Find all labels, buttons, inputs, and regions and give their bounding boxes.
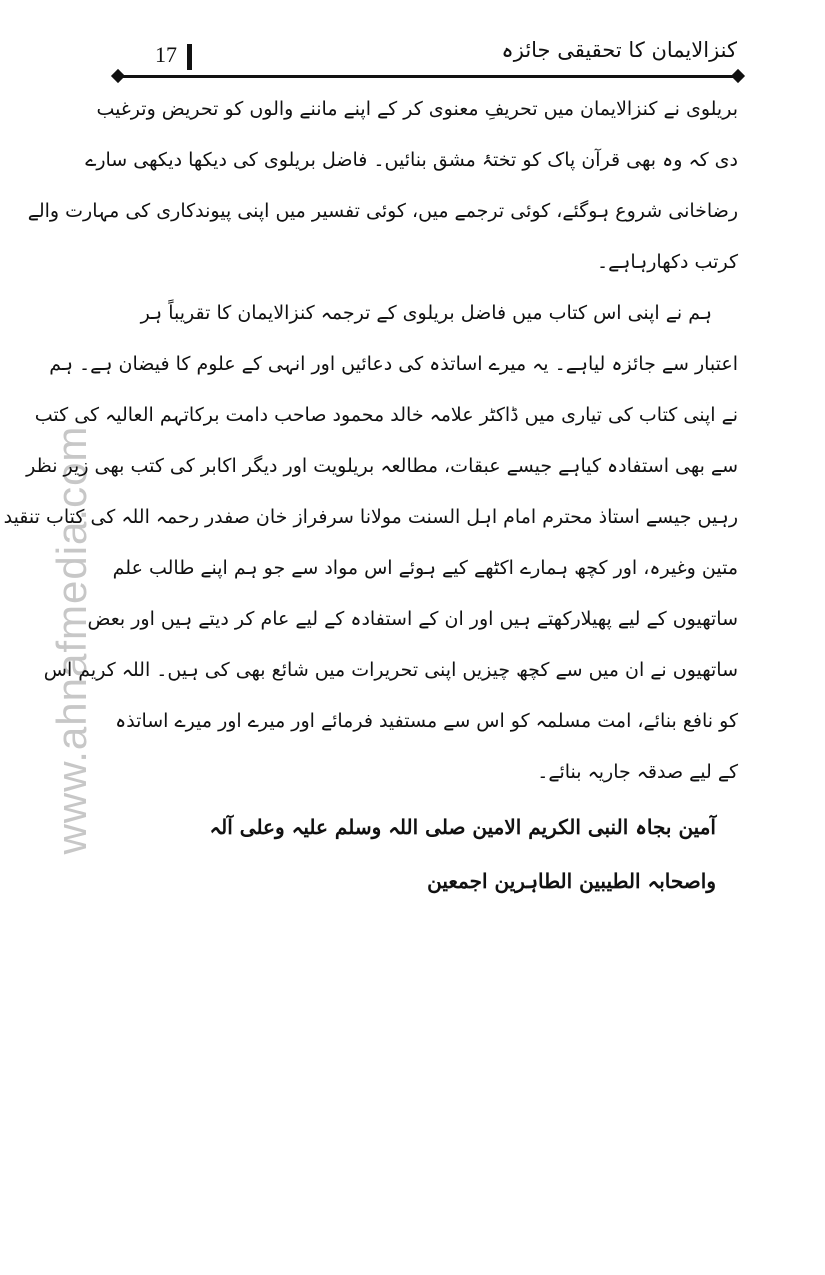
text-line: نے اپنی کتاب کی تیاری میں ڈاکٹر علامہ خالد محمود صاحب دامت برکاتہم العالیہ کی کتب (34, 404, 738, 426)
text-line: ساتھیوں نے ان میں سے کچھ چیزیں اپنی تحریرات میں شائع بھی کی ہیں۔ اللہ کریم اس (43, 659, 738, 681)
watermark: www.ahnafmedia.com (48, 425, 95, 855)
text-line: کے لیے صدقہ جاریہ بنائے۔ (537, 761, 738, 783)
text-line: دی کہ وہ بھی قرآن پاک کو تختۂ مشق بنائیں۔ فاضل بریلوی کی دیکھا دیکھی سارے (85, 149, 738, 171)
text-line: اعتبار سے جائزہ لیاہے۔ یہ میرے اساتذہ کی دعائیں اور انہی کے علوم کا فیضان ہے۔ ہم (49, 353, 738, 375)
dua-line: واصحابہ الطیبین الطاہرین اجمعین (427, 869, 716, 893)
header-rule (118, 75, 738, 78)
page-header (115, 34, 745, 74)
text-line: ساتھیوں کے لیے پھیلارکھتے ہیں اور ان کے استفادہ کے لیے عام کر دیتے ہیں اور بعض (87, 608, 738, 630)
text-line: ہم نے اپنی اس کتاب میں فاضل بریلوی کے ترجمہ کنزالایمان کا تقریباً ہر (140, 302, 712, 324)
text-line: رضاخانی شروع ہوگئے، کوئی ترجمے میں، کوئی تفسیر میں اپنی پیوندکاری کی مہارت والے (27, 200, 738, 222)
text-line: متین وغیرہ، اور کچھ ہمارے اکٹھے کیے ہوئے اس مواد سے جو ہم اپنے طالب علم (112, 557, 738, 579)
text-line: کرتب دکھارہاہے۔ (596, 251, 738, 273)
text-line: بریلوی نے کنزالایمان میں تحریفِ معنوی کر کے اپنے ماننے والوں کو تحریض وترغیب (96, 98, 738, 120)
page-number: 17 (155, 42, 177, 67)
closing-dua (112, 800, 738, 908)
text-line: رہیں جیسے استاذ محترم امام اہل السنت مولانا سرفراز خان صفدر رحمہ اللہ کی کتاب تنقید (3, 506, 738, 528)
text-line: سے بھی استفادہ کیاہے جیسے عبقات، مطالعہ بریلویت اور دیگر اکابر کی کتب بھی زیر نظر (26, 455, 738, 477)
page-number-bar (187, 44, 192, 70)
running-title: کنزالایمان کا تحقیقی جائزہ (501, 38, 737, 62)
paragraph-1 (27, 84, 738, 288)
text-line: کو نافع بنائے، امت مسلمہ کو اس سے مستفید فرمائے اور میرے اور میرے اساتذہ (115, 710, 738, 732)
dua-line: آمین بجاہ النبی الکریم الامین صلی اللہ وسلم علیہ وعلی آلہ (209, 815, 716, 839)
